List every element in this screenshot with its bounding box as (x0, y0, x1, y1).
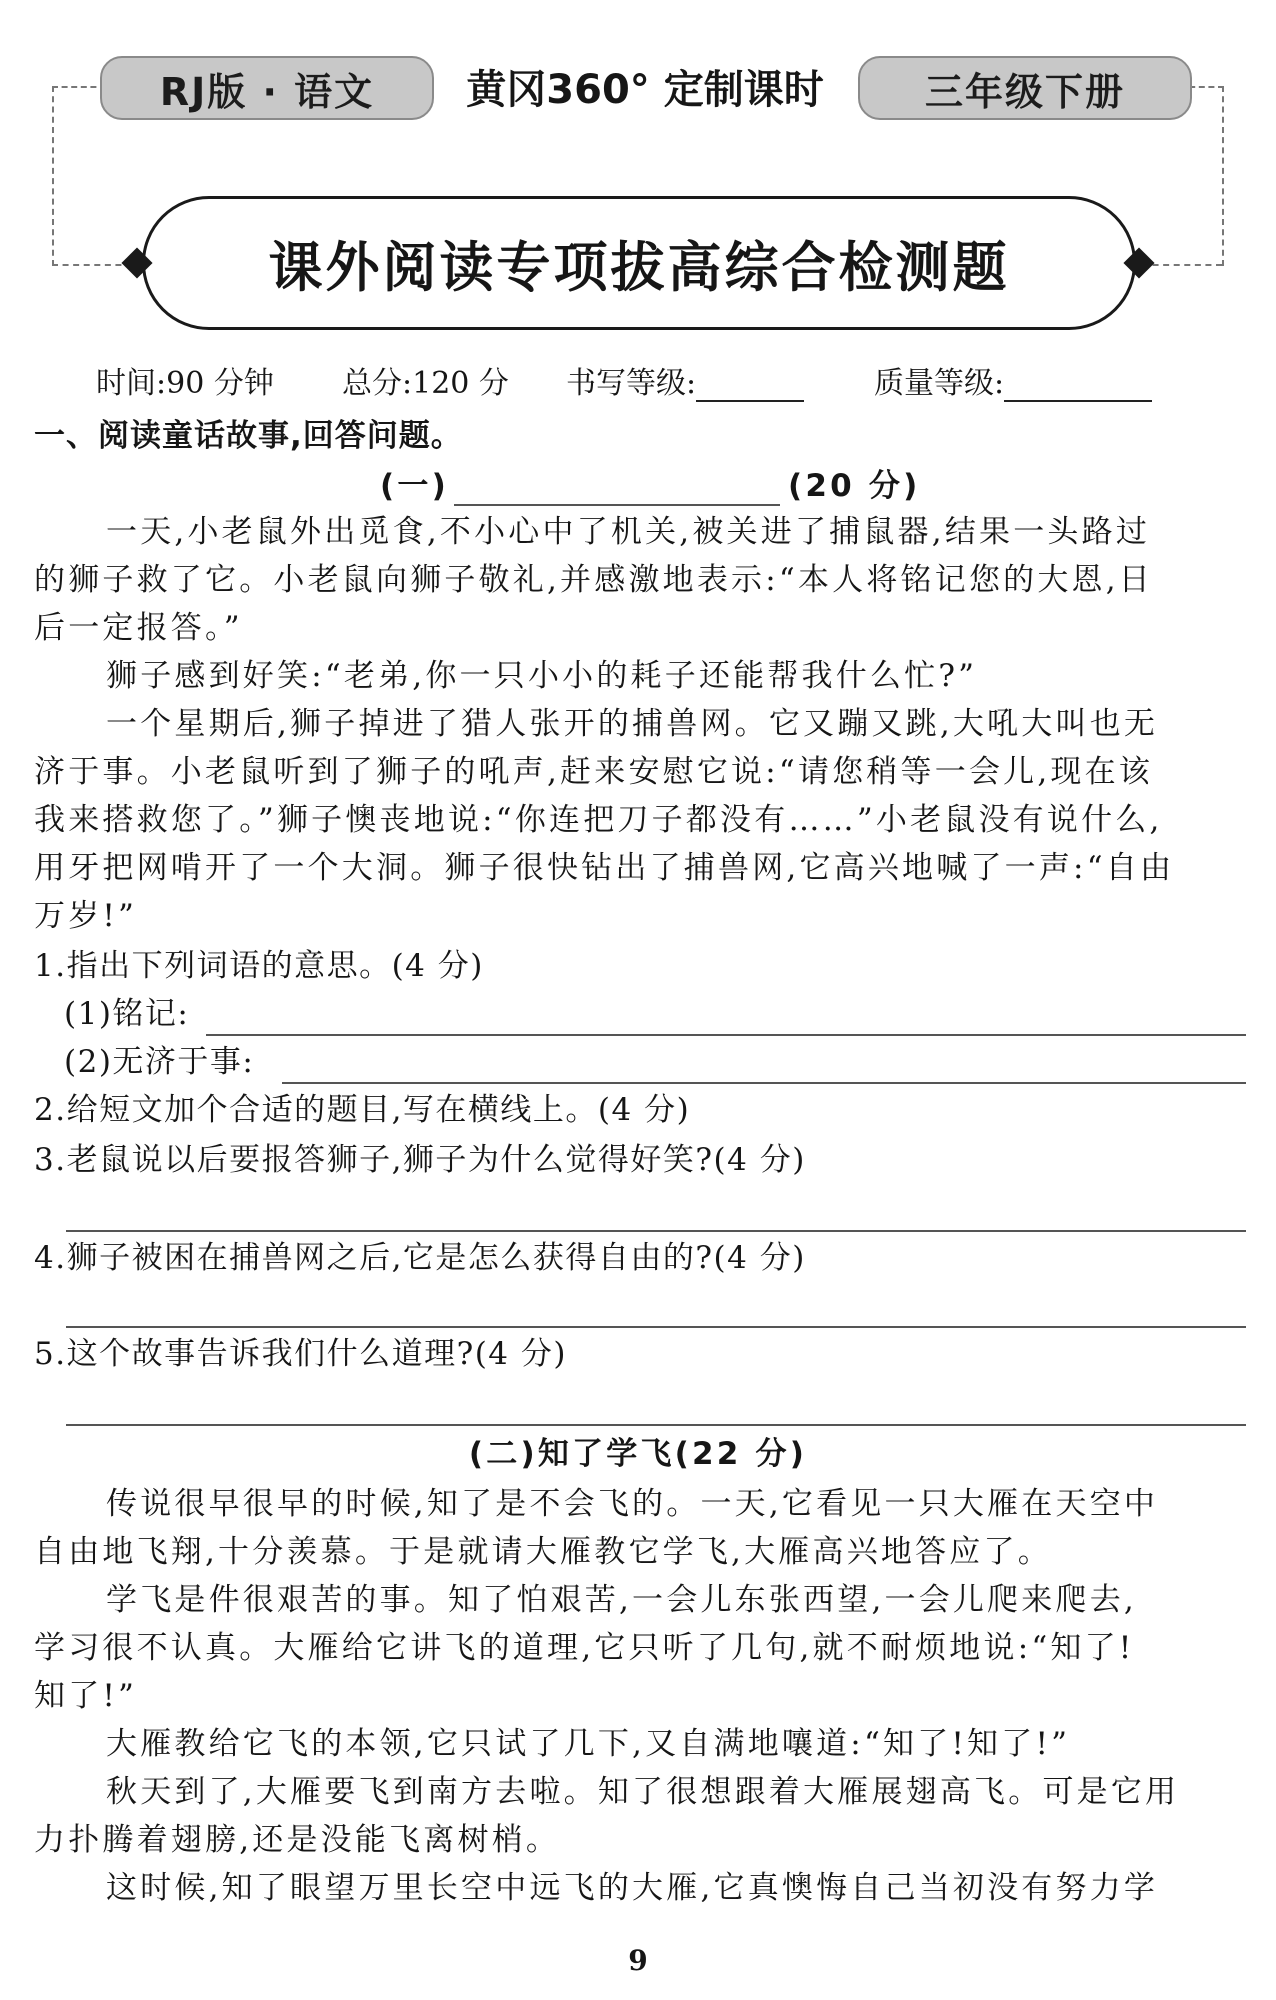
question-2: 2.给短文加个合适的题目,写在横线上。(4 分) (34, 1092, 691, 1128)
answer-line-1a[interactable] (206, 1034, 1246, 1036)
meta-total: 总分:120 分 (342, 366, 509, 401)
edition-badge: RJ版 · 语文 (100, 56, 434, 120)
answer-line-5[interactable] (66, 1424, 1246, 1426)
passage2-line: 力扑腾着翅膀,还是没能飞离树梢。 (34, 1822, 561, 1858)
passage1-line: 用牙把网啃开了一个大洞。狮子很快钻出了捕兽网,它高兴地喊了一声:“自由 (34, 850, 1175, 886)
answer-line-4[interactable] (66, 1326, 1246, 1328)
passage2-line: 学飞是件很艰苦的事。知了怕艰苦,一会儿东张西望,一会儿爬来爬去, (106, 1582, 1137, 1618)
meta-quality-label: 质量等级: (874, 366, 1005, 401)
passage1-line: 济于事。小老鼠听到了狮子的吼声,赶来安慰它说:“请您稍等一会儿,现在该 (34, 754, 1153, 790)
header-dashed-connector-right (1142, 264, 1222, 266)
header-dashed-connector-left (52, 264, 132, 266)
passage2-line: 传说很早很早的时候,知了是不会飞的。一天,它看见一只大雁在天空中 (106, 1486, 1159, 1522)
section-heading: 一、阅读童话故事,回答问题。 (34, 418, 463, 454)
meta-time: 时间:90 分钟 (96, 366, 274, 401)
quality-grade-blank[interactable] (1004, 366, 1152, 402)
part1-points: (20 分) (788, 468, 921, 504)
passage1-line: 一天,小老鼠外出觅食,不小心中了机关,被关进了捕鼠器,结果一头路过 (106, 514, 1151, 550)
series-title: 黄冈360° 定制课时 (466, 66, 824, 113)
question-1: 1.指出下列词语的意思。(4 分) (34, 948, 484, 984)
passage1-line: 万岁!” (34, 898, 138, 934)
answer-line-3[interactable] (66, 1230, 1246, 1232)
meta-writing-label: 书写等级: (566, 366, 697, 401)
passage1-line: 我来搭救您了。”狮子懊丧地说:“你连把刀子都没有……”小老鼠没有说什么, (34, 802, 1163, 838)
question-1b: (2)无济于事: (64, 1044, 255, 1080)
page-number: 9 (628, 1944, 648, 1977)
part1-label: (一) (380, 468, 449, 504)
page-title: 课外阅读专项拔高综合检测题 (268, 235, 1010, 299)
meta-quality-grade (874, 358, 1152, 402)
passage2-line: 知了!” (34, 1678, 138, 1714)
part2-title: (二)知了学飞(22 分) (468, 1436, 808, 1472)
answer-line-1b[interactable] (282, 1082, 1246, 1084)
passage1-line: 狮子感到好笑:“老弟,你一只小小的耗子还能帮我什么忙?” (106, 658, 978, 694)
header-dashed-frame-left (52, 86, 106, 266)
part1-title-blank[interactable] (454, 504, 780, 506)
passage1-line: 后一定报答。” (34, 610, 243, 646)
passage1-line: 一个星期后,狮子掉进了猎人张开的捕兽网。它又蹦又跳,大吼大叫也无 (106, 706, 1159, 742)
question-1a: (1)铭记: (64, 996, 190, 1032)
passage2-line: 秋天到了,大雁要飞到南方去啦。知了很想跟着大雁展翅高飞。可是它用 (106, 1774, 1180, 1810)
question-5: 5.这个故事告诉我们什么道理?(4 分) (34, 1336, 567, 1372)
meta-writing-grade (566, 358, 804, 402)
writing-grade-blank[interactable] (696, 366, 804, 402)
passage1-line: 的狮子救了它。小老鼠向狮子敬礼,并感激地表示:“本人将铭记您的大恩,日 (34, 562, 1153, 598)
passage2-line: 学习很不认真。大雁给它讲飞的道理,它只听了几句,就不耐烦地说:“知了! (34, 1630, 1135, 1666)
passage2-line: 大雁教给它飞的本领,它只试了几下,又自满地嚷道:“知了!知了!” (106, 1726, 1071, 1762)
passage2-line: 自由地飞翔,十分羡慕。于是就请大雁教它学飞,大雁高兴地答应了。 (34, 1534, 1052, 1570)
grade-badge: 三年级下册 (858, 56, 1192, 120)
question-4: 4.狮子被困在捕兽网之后,它是怎么获得自由的?(4 分) (34, 1240, 806, 1276)
question-3: 3.老鼠说以后要报答狮子,狮子为什么觉得好笑?(4 分) (34, 1142, 806, 1178)
passage2-line: 这时候,知了眼望万里长空中远飞的大雁,它真懊悔自己当初没有努力学 (106, 1870, 1159, 1906)
